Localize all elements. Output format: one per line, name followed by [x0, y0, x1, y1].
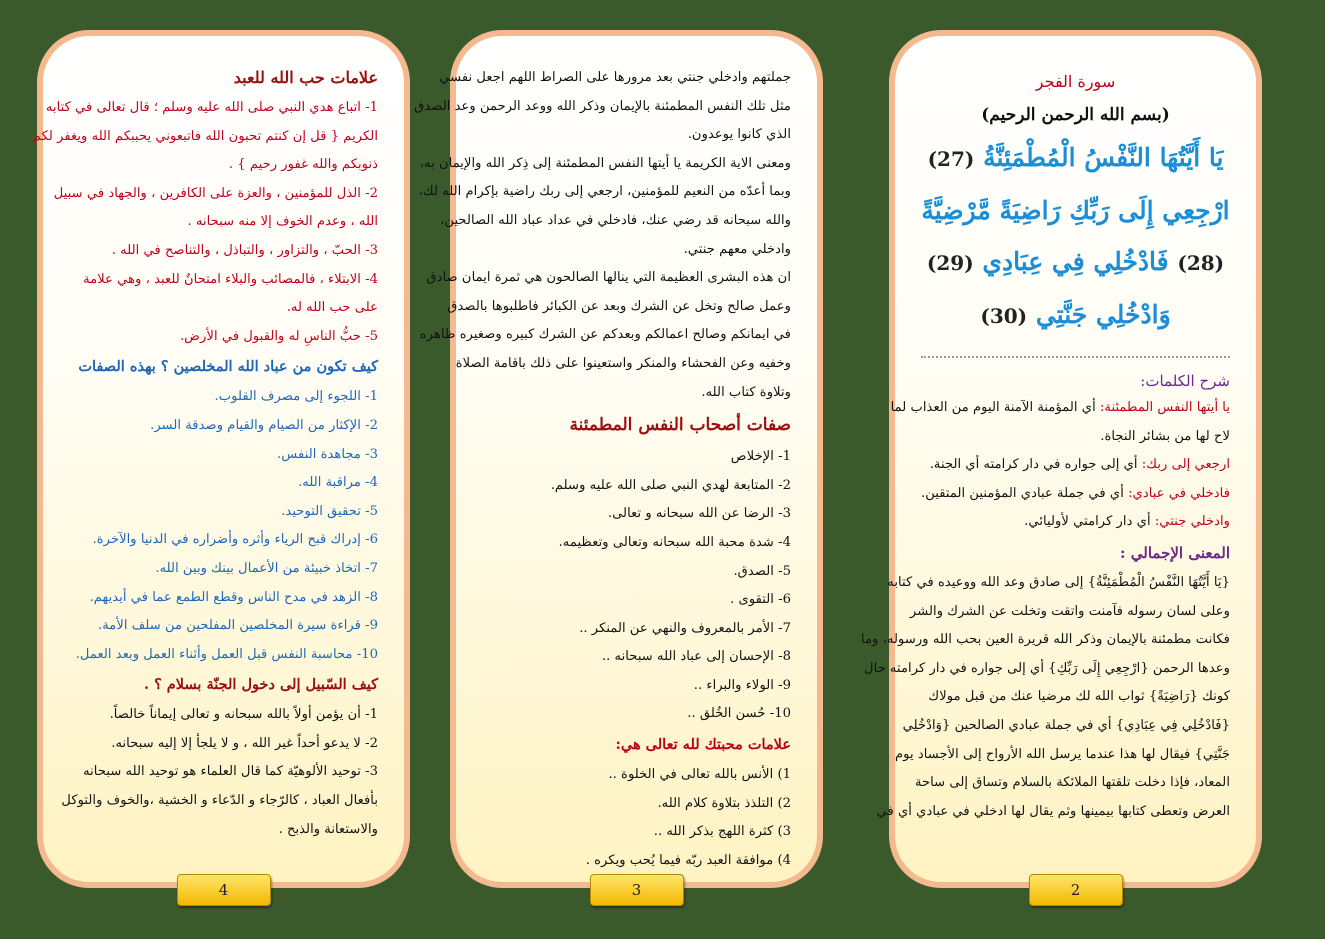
text-line: ذنوبكم والله غفور رحيم } . [228, 157, 378, 173]
paradise-path-heading: كيف السّبيل إلى دخول الجنّة بسلام ؟ . [143, 676, 378, 694]
word-entry [921, 451, 1230, 480]
text-line: وادخلي معهم جنتي. [683, 241, 791, 257]
verse-30 [921, 289, 1230, 342]
list-item: 7- الأمر بالمعروف والنهي عن المنكر .. [579, 620, 791, 636]
page-3-panel [414, 30, 823, 899]
verse-number: (30) [980, 304, 1028, 328]
text-line: الذي كانوا يوعدون. [687, 127, 791, 143]
page-number-2: 2 [1029, 874, 1123, 906]
paradise-path-list [61, 701, 378, 844]
text-line: جَنَّتِي} فيقال لها هذا عندما يرسل الله الأرواح إلى الأجساد يوم [895, 746, 1230, 762]
text-line: 4- الابتلاء ، فالمصائب والبلاء امتحانٌ للعبد ، وهي علامة [83, 271, 378, 287]
verse-number: (28) [1177, 251, 1225, 275]
list-item: 2) التلذذ بتلاوة كلام الله. [657, 795, 791, 811]
text-line: 2- لا يدعو أحداً غير الله ، و لا يلجأ إلا إليه سبحانه. [111, 735, 378, 751]
text-line: وبما أعدّه من النعيم للمؤمنين، ارجعي إلى ربك راضية بإكرام الله لك، [418, 184, 791, 200]
word-entry [921, 423, 1230, 452]
sincere-servants-list [69, 383, 378, 669]
verse-text: فَادْخُلِي فِي عِبَادِي [982, 247, 1169, 276]
text-line: وتلاوة كتاب الله. [701, 384, 791, 400]
page-2-content [861, 36, 1256, 882]
verse-29 [921, 236, 1230, 289]
love-signs-title: علامات حب الله للعبد [233, 68, 378, 87]
surah-title: سورة الفجر [1035, 72, 1116, 91]
verse-28 [921, 185, 1230, 236]
word-definition: لاح لها من بشائر النجاة. [1100, 428, 1230, 444]
word-explanation-heading: شرح الكلمات: [1140, 372, 1230, 390]
text-line: مثل تلك النفس المطمئنة بالإيمان وذكر الله ووعد الرحمن وعد الصدق [414, 98, 791, 114]
traits-list [482, 443, 791, 729]
text-line: جملتهم وادخلي جنتي بعد مرورها على الصراط اللهم اجعل نفسي [439, 70, 791, 85]
word-term: يا أيتها النفس المطمئنة: [1099, 400, 1230, 415]
traits-heading: صفات أصحاب النفس المطمئنة [569, 415, 791, 436]
list-item: 7- اتخاذ خبيئة من الأعمال بينك وبين الله. [155, 560, 378, 576]
word-entry [921, 508, 1230, 537]
word-term: ارجعي إلى ربك: [1141, 457, 1230, 473]
list-item: 4) موافقة العبد ربّه فيما يُحب ويكره . [585, 852, 791, 868]
page-2-panel [861, 30, 1262, 899]
list-item: 8- الإحسان إلى عباد الله سبحانه .. [601, 649, 791, 665]
text-line: 5- حبُّ الناسِ له والقبول في الأرض. [179, 328, 378, 344]
list-item: 2- المتابعة لهدي النبي صلى الله عليه وسلم. [550, 477, 791, 493]
text-line: ومعنى الاية الكريمة يا أيتها النفس المطمئنة إلى ذِكر الله والإيمان به، [419, 155, 791, 171]
text-line: والله سبحانه قد رضي عنك، فادخلي في عداد عباد الله الصالحين، [440, 212, 791, 228]
text-line: وعلى لسان رسوله فآمنت واتقت وتخلت عن الشرك والشر [909, 603, 1230, 619]
word-definition: أي في جملة عبادي المؤمنين المتقين. [921, 485, 1124, 501]
overall-meaning-heading: المعنى الإجمالي : [1120, 543, 1230, 562]
text-line: 1- اتباع هدي النبي صلى الله عليه وسلم ؛ قال تعالى في كتابه [45, 100, 378, 115]
text-line: المعاد، فإذا دخلت تلقتها الملائكة بالسلام وتساق إلى ساحة [914, 775, 1230, 791]
love-signs-list [32, 94, 378, 351]
text-line: وعمل صالح وتخل عن الشرك وبعد عن الكبائر فاطلبوها بالصدق [447, 298, 791, 314]
list-item: 10- محاسبة النفس قبل العمل وأثناء العمل وبعد العمل. [75, 646, 378, 662]
word-definition: أي دار كرامتي لأوليائي. [1024, 514, 1151, 530]
text-line: 1- أن يؤمن أولاً بالله سبحانه و تعالى إيماناً خالصاً. [109, 707, 378, 723]
verse-text: يَا أَيَّتُهَا النَّفْسُ الْمُطْمَئِنَّةُ [983, 143, 1224, 172]
list-item: 6- التقوى . [730, 592, 791, 608]
list-item: 5- الصدق. [733, 563, 791, 579]
list-item: 1- اللجوء إلى مصرف القلوب. [214, 389, 378, 405]
text-line: ان هذه البشرى العظيمة التي ينالها الصالحون هي ثمرة ايمان صادق [426, 270, 791, 286]
list-item: 6- إدراك قبح الرياء وأثره وأضراره في الدنيا والآخرة. [92, 532, 378, 548]
love-for-allah-heading: علامات محبتك لله تعالى هي: [615, 736, 791, 754]
text-line: في ايمانكم وصالح اعمالكم وبعدكم عن الشرك كبيره وصغيره ظاهره [419, 327, 791, 343]
page-3-content [414, 36, 817, 882]
verse-text: ارْجِعِي إِلَى رَبِّكِ رَاضِيَةً مَّرْضِيَّةً [921, 196, 1230, 225]
text-line: 3- الحبّ ، والتزاور ، والتباذل ، والتناصح في الله . [111, 242, 378, 258]
verse-text: وَادْخُلِي جَنَّتِي [1035, 300, 1171, 329]
list-item: 1) الأنس بالله تعالى في الخلوة .. [608, 767, 791, 783]
list-item: 4- شدة محبة الله سبحانه وتعالى وتعظيمه. [558, 534, 791, 550]
list-item: 3- مجاهدة النفس. [277, 446, 378, 462]
page-number-4: 4 [177, 874, 271, 906]
list-item: 2- الإكثار من الصيام والقيام وصدقة السر. [150, 417, 378, 433]
text-line: فكانت مطمئنة بالإيمان وذكر الله قريرة العين بحب الله ورسوله، وما [861, 632, 1230, 648]
text-line: وخفيه وعن الفحشاء والمنكر واستعينوا على ذلك باقامة الصلاة [455, 355, 791, 371]
list-item: 3- الرضا عن الله سبحانه و تعالى. [607, 506, 791, 522]
list-item: 3) كثرة اللهج بذكر الله .. [653, 824, 791, 840]
word-entry [921, 480, 1230, 509]
list-item: 10- حُسن الخُلق .. [687, 706, 791, 722]
text-line: الله ، وعدم الخوف إلا منه سبحانه . [187, 214, 378, 230]
word-term: فادخلي في عبادي: [1128, 485, 1230, 501]
page-4-content [32, 36, 404, 882]
verse-27 [921, 132, 1230, 185]
text-line: العرض وتعطى كتابها بيمينها وثم يقال لها ادخلي في عبادي أي في [876, 803, 1230, 819]
verses-block [921, 132, 1230, 342]
sincere-servants-heading: كيف تكون من عباد الله المخلصين ؟ بهذه الصفات [78, 358, 378, 376]
verse-number: (27) [927, 147, 975, 171]
word-definition: أي المؤمنة الآمنة اليوم من العذاب لما [890, 400, 1096, 415]
text-line: الكريم { قل إن كنتم تحبون الله فاتبعوني يحببكم الله ويغفر لكم [32, 128, 378, 144]
list-item: 9- الولاء والبراء .. [693, 677, 791, 693]
text-line: {يَا أَيَّتُهَا النَّفْسُ الْمُطْمَئِنَّةُ} إلى صادق وعد الله ووعيده في كتابه [887, 574, 1230, 590]
text-line: 2- الذل للمؤمنين ، والعزة على الكافرين ، والجهاد في سبيل [53, 185, 378, 201]
list-item: 4- مراقبة الله. [298, 475, 378, 491]
verse-number: (29) [926, 251, 974, 275]
text-line: بأفعال العباد ، كالرّجاء و الدّعاء و الخشية ،والخوف والتوكل [61, 793, 378, 809]
text-line: 3- توحيد الألوهيّة كما قال العلماء هو توحيد الله سبحانه [83, 764, 378, 780]
page-number-3: 3 [590, 874, 684, 906]
list-item: 8- الزهد في مدح الناس وقطع الطمع عما في أيديهم. [89, 589, 378, 605]
text-line: والاستعانة والذبح . [278, 821, 378, 837]
text-line: وعدها الرحمن {ارْجِعِي إِلَى رَبِّكِ} أي إلى جواره في دار كرامته حال [863, 660, 1230, 676]
basmala: (بسم الله الرحمن الرحيم) [981, 105, 1170, 125]
dotted-divider [921, 356, 1230, 358]
word-term: وادخلي جنتي: [1154, 514, 1230, 530]
list-item: 5- تحقيق التوحيد. [281, 503, 378, 519]
intro-paragraph [414, 64, 791, 407]
overall-meaning-text [861, 569, 1230, 826]
list-item: 1- الإخلاص [730, 449, 791, 465]
word-explanation-list [890, 394, 1230, 537]
page-4-panel [32, 30, 410, 899]
word-entry [890, 394, 1230, 423]
list-item: 9- قراءة سيرة المخلصين المفلحين من سلف الأمة. [98, 618, 378, 634]
text-line: على حب الله له. [286, 300, 378, 316]
text-line: {فَادْخُلِي فِي عِبَادِي} أي في جملة عبادي الصالحين {وَادْخُلِي [902, 717, 1230, 733]
word-definition: أي إلى جواره في دار كرامته أي الجنة. [929, 457, 1138, 473]
love-for-allah-list [482, 761, 791, 875]
text-line: كونك {رَاضِيَةً} ثواب الله لك مرضيا عنك من قبل مولاك [928, 689, 1230, 705]
